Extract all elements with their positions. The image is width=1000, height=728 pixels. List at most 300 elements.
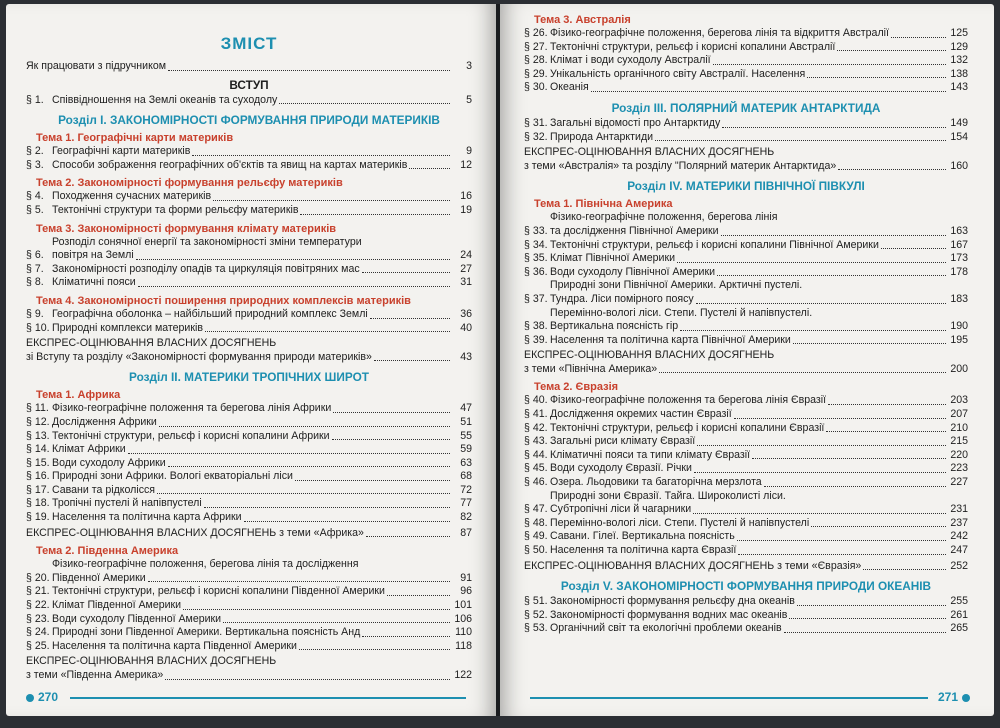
paragraph-number: § 28.: [524, 54, 548, 67]
leader-dots: [223, 622, 450, 623]
toc-entry[interactable]: [524, 252, 968, 266]
paragraph-number: § 4.: [26, 190, 44, 203]
right-page: [500, 4, 994, 716]
entry-page: 82: [460, 511, 472, 524]
toc-entry[interactable]: [524, 239, 968, 253]
toc-entry[interactable]: [524, 41, 968, 55]
toc-entry[interactable]: [524, 462, 968, 476]
leader-dots: [204, 507, 450, 508]
toc-entry[interactable]: [26, 190, 472, 204]
entry-page: 160: [950, 159, 968, 172]
entry-title: [550, 239, 948, 253]
paragraph-number: § 15.: [26, 456, 50, 469]
paragraph-number: § 25.: [26, 639, 50, 652]
toc-entry[interactable]: [524, 560, 968, 574]
entry-title-line: [550, 225, 948, 239]
footer-dot-icon: [962, 694, 970, 702]
entry-title: [52, 236, 452, 263]
theme-title: Тема 1. Географічні карти материків: [36, 132, 234, 145]
paragraph-number: § 12.: [26, 415, 50, 428]
toc-entry[interactable]: [524, 27, 968, 41]
paragraph-number: § 35.: [524, 252, 548, 265]
entry-title: [26, 60, 452, 74]
leader-dots: [332, 439, 450, 440]
entry-title-text: Перемінно-вологі ліси. Степи. Пустелі й напівпустелі: [550, 516, 810, 529]
paragraph-number: § 32.: [524, 130, 548, 143]
entry-page: 12: [460, 158, 472, 171]
leader-dots: [159, 426, 450, 427]
entry-title-text: Органічний світ та екологічні проблеми океанів: [550, 622, 782, 635]
entry-title-text: повітря на Землі: [52, 249, 134, 262]
toc-entry[interactable]: [524, 609, 968, 623]
toc-entry[interactable]: [524, 81, 968, 95]
theme-title: Тема 2. Південна Америка: [36, 545, 179, 558]
leader-dots: [738, 554, 946, 555]
page-number: 271: [937, 690, 958, 704]
entry-title: [52, 484, 452, 498]
entry-title: [550, 609, 948, 623]
toc-heading: ЗМІСТ: [220, 34, 278, 53]
toc-entry[interactable]: [26, 599, 472, 613]
section-heading: Розділ V. ЗАКОНОМІРНОСТІ ФОРМУВАННЯ ПРИРОДИ ОКЕАНІВ: [560, 579, 932, 594]
theme-title: Тема 3. Закономірності формування клімату материків: [36, 222, 337, 235]
left-page: [6, 4, 496, 716]
entry-title-line: Природні зони Північної Америки. Арктичні пустелі.: [550, 279, 803, 292]
toc-entry[interactable]: [26, 402, 472, 416]
entry-page: 47: [460, 402, 472, 415]
entry-title: [550, 252, 948, 266]
paragraph-number: § 53.: [524, 622, 548, 635]
entry-title: [52, 190, 452, 204]
entry-title-text: Води суходолу Євразії. Річки: [550, 462, 692, 475]
entry-page: 106: [454, 612, 472, 625]
toc-entry[interactable]: [26, 497, 472, 511]
page-number: 270: [38, 690, 59, 704]
toc-entry[interactable]: [26, 457, 472, 471]
entry-title: [550, 462, 948, 476]
paragraph-number: § 20.: [26, 571, 50, 584]
express-assessment: [524, 146, 968, 173]
entry-page: 215: [950, 435, 968, 448]
toc-entry[interactable]: [524, 449, 968, 463]
toc-entry[interactable]: [26, 443, 472, 457]
entry-title-text: Тропічні пустелі й напівпустелі: [52, 497, 202, 510]
paragraph-number: § 51.: [524, 595, 548, 608]
right-toc-column: [524, 4, 968, 636]
toc-entry[interactable]: [26, 626, 472, 640]
entry-title: [550, 211, 948, 238]
entry-title-line: Природні зони Євразії. Тайга. Широколисті ліси.: [550, 489, 786, 502]
entry-title-line: [52, 249, 452, 263]
entry-title: [550, 595, 948, 609]
entry-title-text: Унікальність органічного світу Австралії. Населення: [550, 67, 806, 80]
entry-title-text: ЕКСПРЕС-ОЦІНЮВАННЯ ВЛАСНИХ ДОСЯГНЕНЬ з теми «Африка»: [26, 526, 364, 539]
toc-entry[interactable]: [524, 363, 968, 377]
toc-entry[interactable]: [524, 160, 968, 174]
express-title: ЕКСПРЕС-ОЦІНЮВАННЯ ВЛАСНИХ ДОСЯГНЕНЬ: [524, 349, 775, 362]
entry-title-line: Фізико-географічне положення, берегова лінія та дослідження: [52, 558, 359, 571]
entry-page: 173: [950, 252, 968, 265]
leader-dots: [784, 632, 946, 633]
entry-title: [550, 544, 948, 558]
leader-dots: [734, 418, 946, 419]
entry-title: [52, 599, 452, 613]
leader-dots: [655, 140, 946, 141]
paragraph-number: § 16.: [26, 470, 50, 483]
leader-dots: [838, 169, 946, 170]
leader-dots: [752, 458, 946, 459]
toc-entry[interactable]: [26, 263, 472, 277]
toc-entry[interactable]: [524, 266, 968, 280]
toc-entry[interactable]: [26, 613, 472, 627]
entry-page: 16: [460, 190, 472, 203]
entry-title: [550, 117, 948, 131]
leader-dots: [717, 275, 946, 276]
entry-title-text: з теми «Північна Америка»: [524, 362, 658, 375]
entry-title: [52, 204, 452, 218]
leader-dots: [387, 595, 450, 596]
entry-title-text: Як працювати з підручником: [26, 60, 166, 72]
entry-title-text: Дослідження Африки: [52, 415, 157, 428]
entry-page: 210: [950, 421, 968, 434]
paragraph-number: § 44.: [524, 448, 548, 461]
entry-page: 19: [460, 203, 472, 216]
paragraph-number: § 3.: [26, 158, 44, 171]
leader-dots: [737, 540, 946, 541]
express-assessment: [524, 349, 968, 376]
toc-entry[interactable]: [26, 276, 472, 290]
leader-dots: [721, 235, 946, 236]
entry-title: [52, 457, 452, 471]
entry-title: [26, 527, 452, 541]
paragraph-number: § 7.: [26, 262, 44, 275]
toc-entry[interactable]: [524, 544, 968, 558]
entry-title-text: з теми «Південна Америка»: [26, 669, 164, 681]
entry-title-text: Фізико-географічне положення, берегова лінія та відкриття Австралії: [550, 27, 889, 39]
toc-entry[interactable]: [524, 408, 968, 422]
paragraph-number: § 21.: [26, 585, 50, 598]
entry-title-text: Океанія: [550, 81, 589, 94]
leader-dots: [694, 472, 946, 473]
footer-rule: [530, 697, 928, 699]
entry-title: [52, 94, 452, 108]
open-book: [6, 4, 994, 724]
entry-title: [26, 669, 452, 683]
paragraph-number: § 23.: [26, 612, 50, 625]
toc-entry[interactable]: [26, 416, 472, 430]
leader-dots: [192, 155, 450, 156]
entry-title-text: Закономірності розподілу опадів та циркуляція повітряних мас: [52, 262, 360, 275]
right-footer: [530, 690, 970, 706]
entry-title: [524, 363, 948, 377]
toc-entry[interactable]: [26, 640, 472, 654]
paragraph-number: § 27.: [524, 40, 548, 53]
toc-entry[interactable]: [524, 68, 968, 82]
leader-dots: [295, 480, 450, 481]
entry-title-text: Клімат Північної Америки: [550, 252, 675, 265]
entry-title: [550, 408, 948, 422]
entry-page: 59: [460, 443, 472, 456]
leader-dots: [279, 103, 450, 104]
section-heading: Розділ II. МАТЕРИКИ ТРОПІЧНИХ ШИРОТ: [129, 370, 369, 385]
leader-dots: [807, 77, 946, 78]
paragraph-number: § 8.: [26, 276, 44, 289]
entry-page: 255: [950, 595, 968, 608]
entry-title: [52, 497, 452, 511]
paragraph-number: § 1.: [26, 93, 44, 106]
leader-dots: [183, 609, 450, 610]
leader-dots: [693, 513, 946, 514]
toc-entry[interactable]: [26, 145, 472, 159]
toc-entry[interactable]: [26, 511, 472, 525]
entry-title: [52, 276, 452, 290]
toc-entry[interactable]: [26, 236, 472, 263]
paragraph-number: § 42.: [524, 421, 548, 434]
entry-title: [550, 476, 948, 490]
toc-entry[interactable]: [524, 334, 968, 348]
entry-title-line: [550, 320, 948, 334]
toc-entry[interactable]: [524, 211, 968, 238]
entry-title-text: Природні зони Південної Америки. Вертикальна поясність Анд: [52, 626, 361, 639]
entry-title-text: Співвідношення на Землі океанів та суходолу: [52, 93, 278, 106]
entry-page: 227: [950, 476, 968, 489]
entry-title-text: Тундра. Ліси помірного поясу: [550, 292, 694, 305]
entry-title-text: Вертикальна поясність гір: [550, 320, 679, 333]
entry-title-text: Савани та рідколісся: [52, 483, 156, 496]
entry-title: [52, 558, 452, 585]
entry-title: [550, 422, 948, 436]
paragraph-number: § 34.: [524, 238, 548, 251]
entry-page: 24: [460, 249, 472, 262]
entry-title-text: Загальні риси клімату Євразії: [550, 435, 696, 448]
paragraph-number: § 31.: [524, 116, 548, 129]
entry-title-text: Природа Антарктиди: [550, 130, 654, 143]
toc-entry[interactable]: [26, 60, 472, 74]
section-heading: Розділ IV. МАТЕРИКИ ПІВНІЧНОЇ ПІВКУЛІ: [627, 179, 865, 194]
entry-title: [550, 81, 948, 95]
toc-entry[interactable]: [26, 484, 472, 498]
express-assessment: [26, 655, 472, 682]
leader-dots: [362, 636, 450, 637]
paragraph-number: § 41.: [524, 408, 548, 421]
entry-page: 138: [950, 67, 968, 80]
entry-page: 27: [460, 262, 472, 275]
entry-title: [52, 416, 452, 430]
entry-title-text: Тектонічні структури, рельєф і корисні копалини Австралії: [550, 40, 836, 53]
entry-title: [26, 351, 452, 365]
entry-page: 129: [950, 40, 968, 53]
toc-entry[interactable]: [524, 131, 968, 145]
leader-dots: [244, 521, 450, 522]
toc-entry[interactable]: [524, 54, 968, 68]
toc-entry[interactable]: [524, 394, 968, 408]
theme-title: Тема 1. Африка: [36, 389, 121, 402]
toc-entry[interactable]: [26, 351, 472, 365]
toc-entry[interactable]: [26, 558, 472, 585]
entry-title: [52, 430, 452, 444]
paragraph-number: § 19.: [26, 511, 50, 524]
paragraph-number: § 22.: [26, 599, 50, 612]
paragraph-number: § 33.: [524, 224, 548, 237]
toc-entry[interactable]: [524, 435, 968, 449]
entry-title: [550, 27, 948, 41]
entry-page: 132: [950, 54, 968, 67]
express-title: ЕКСПРЕС-ОЦІНЮВАННЯ ВЛАСНИХ ДОСЯГНЕНЬ: [26, 337, 277, 350]
entry-title-text: Фізико-географічне положення та берегова лінія Африки: [52, 402, 332, 415]
paragraph-number: § 6.: [26, 249, 44, 262]
entry-title-text: Савани. Гілеї. Вертикальна поясність: [550, 530, 735, 543]
entry-title: [52, 640, 452, 654]
toc-entry[interactable]: [524, 476, 968, 490]
entry-title: [52, 263, 452, 277]
entry-title: [550, 41, 948, 55]
toc-entry[interactable]: [524, 595, 968, 609]
leader-dots: [713, 64, 946, 65]
leader-dots: [881, 248, 946, 249]
entry-title-text: Води суходолу Африки: [52, 456, 166, 469]
toc-entry[interactable]: [524, 530, 968, 544]
toc-entry[interactable]: [26, 527, 472, 541]
paragraph-number: § 5.: [26, 203, 44, 216]
entry-title: [524, 560, 948, 574]
entry-title: [550, 394, 948, 408]
leader-dots: [764, 486, 946, 487]
entry-page: 96: [460, 585, 472, 598]
theme-title: Тема 2. Євразія: [534, 381, 619, 394]
entry-title-text: Природні зони Африки. Вологі екваторіальні ліси: [52, 470, 293, 483]
entry-title-text: Способи зображення географічних об'єктів та явищ на картах материків: [52, 158, 408, 171]
entry-title-text: Населення та політична карта Африки: [52, 511, 242, 524]
toc-entry[interactable]: [524, 517, 968, 531]
leader-dots: [165, 679, 450, 680]
left-footer: [26, 690, 466, 706]
express-assessment: [26, 527, 472, 541]
entry-page: 63: [460, 456, 472, 469]
entry-title-text: Клімат Африки: [52, 443, 126, 456]
entry-page: 77: [460, 497, 472, 510]
toc-entry[interactable]: [524, 279, 968, 306]
entry-title-text: Фізико-географічне положення та берегова лінія Євразії: [550, 394, 827, 407]
paragraph-number: § 29.: [524, 67, 548, 80]
entry-title-text: Тектонічні структури, рельєф і корисні копалини Північної Америки: [550, 238, 879, 251]
entry-page: 149: [950, 116, 968, 129]
toc-entry[interactable]: [524, 117, 968, 131]
paragraph-number: § 30.: [524, 81, 548, 94]
entry-page: 247: [950, 544, 968, 556]
paragraph-number: § 38.: [524, 320, 548, 333]
toc-entry[interactable]: [26, 470, 472, 484]
section-heading: Розділ III. ПОЛЯРНИЙ МАТЕРИК АНТАРКТИДА: [611, 100, 881, 115]
entry-page: 3: [466, 60, 472, 72]
entry-title: [550, 517, 948, 531]
toc-entry[interactable]: [26, 159, 472, 173]
entry-page: 55: [460, 429, 472, 442]
toc-entry[interactable]: [524, 490, 968, 517]
leader-dots: [697, 445, 946, 446]
toc-entry[interactable]: [26, 669, 472, 683]
entry-title-text: Географічні карти материків: [52, 145, 191, 158]
entry-page: 178: [950, 265, 968, 278]
express-title: ЕКСПРЕС-ОЦІНЮВАННЯ ВЛАСНИХ ДОСЯГНЕНЬ: [524, 146, 775, 159]
toc-entry[interactable]: [26, 94, 472, 108]
toc-entry[interactable]: [26, 308, 472, 322]
leader-dots: [696, 303, 946, 304]
entry-title-text: Клімат Південної Америки: [52, 599, 182, 612]
entry-page: 223: [950, 462, 968, 475]
leader-dots: [136, 259, 450, 260]
toc-entry[interactable]: [524, 622, 968, 636]
entry-title-text: Населення та політична карта Євразії: [550, 544, 737, 556]
leader-dots: [797, 605, 946, 606]
left-toc-column: [26, 4, 472, 683]
toc-entry[interactable]: [26, 204, 472, 218]
paragraph-number: § 10.: [26, 321, 50, 334]
entry-title: [550, 435, 948, 449]
paragraph-number: § 9.: [26, 307, 44, 320]
entry-page: 51: [460, 415, 472, 428]
paragraph-number: § 13.: [26, 429, 50, 442]
entry-title: [550, 490, 948, 517]
entry-page: 163: [950, 224, 968, 237]
toc-entry[interactable]: [524, 307, 968, 334]
entry-page: 122: [454, 669, 472, 681]
entry-page: 154: [950, 130, 968, 143]
entry-page: 5: [466, 93, 472, 106]
toc-entry[interactable]: [26, 430, 472, 444]
entry-title: [550, 131, 948, 145]
entry-title: [550, 307, 948, 334]
entry-title-text: Кліматичні пояси та типи клімату Євразії: [550, 448, 751, 461]
paragraph-number: § 36.: [524, 265, 548, 278]
paragraph-number: § 46.: [524, 476, 548, 489]
entry-title-text: Тектонічні структури, рельєф і корисні копалини Південної Америки: [52, 585, 385, 598]
entry-page: 200: [950, 362, 968, 375]
toc-entry[interactable]: [26, 322, 472, 336]
leader-dots: [722, 127, 946, 128]
entry-title: [52, 470, 452, 484]
entry-title-text: Тектонічні структури, рельєф і корисні копалини Євразії: [550, 421, 825, 434]
paragraph-number: § 11.: [26, 402, 49, 415]
leader-dots: [677, 262, 946, 263]
entry-title-text: Озера. Льодовики та багаторічна мерзлота: [550, 476, 762, 489]
entry-title: [52, 613, 452, 627]
leader-dots: [374, 360, 450, 361]
entry-title: [550, 266, 948, 280]
entry-title-line: [550, 503, 948, 517]
entry-title: [52, 145, 452, 159]
paragraph-number: § 18.: [26, 497, 50, 510]
paragraph-number: § 2.: [26, 145, 44, 158]
entry-page: 118: [455, 639, 472, 652]
leader-dots: [680, 330, 946, 331]
leader-dots: [168, 466, 450, 467]
paragraph-number: § 48.: [524, 516, 548, 529]
toc-entry[interactable]: [524, 422, 968, 436]
entry-page: 43: [460, 350, 472, 363]
toc-entry[interactable]: [26, 585, 472, 599]
entry-title-text: Загальні відомості про Антарктиду: [550, 116, 721, 129]
footer-dot-icon: [26, 694, 34, 702]
leader-dots: [828, 404, 946, 405]
leader-dots: [205, 331, 450, 332]
entry-title-text: Води суходолу Південної Америки: [52, 612, 222, 625]
leader-dots: [370, 318, 450, 319]
leader-dots: [138, 286, 450, 287]
entry-title-text: ЕКСПРЕС-ОЦІНЮВАННЯ ВЛАСНИХ ДОСЯГНЕНЬ з теми «Євразія»: [524, 559, 862, 572]
entry-page: 110: [455, 626, 472, 639]
entry-page: 183: [950, 292, 968, 305]
entry-title: [524, 160, 948, 174]
